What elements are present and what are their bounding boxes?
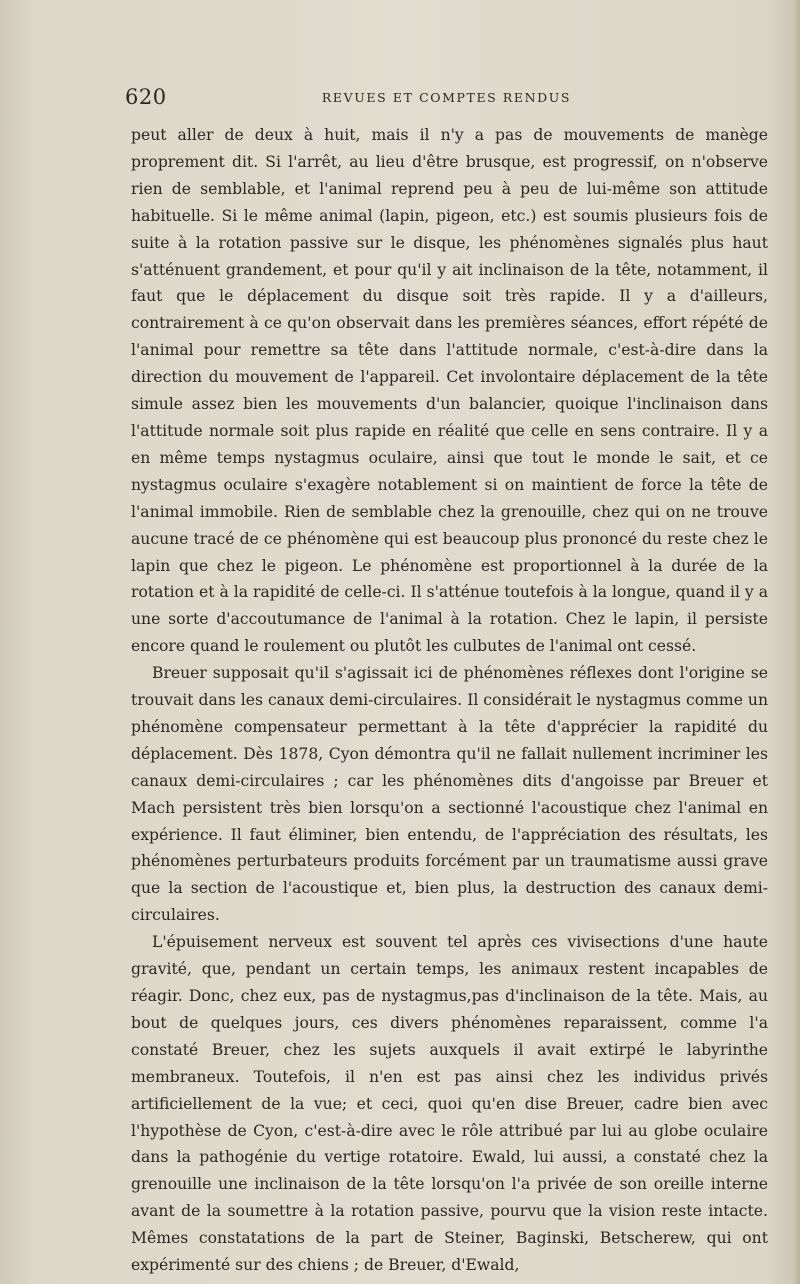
paragraph-1: peut aller de deux à huit, mais il n'y a pas de mouvements de manège proprement dit. Si l'arrêt, au lieu d'être brusque, est progressif, on n'observe rien de semblable, et l'animal reprend peu à peu de lui-même son attitude habituelle. Si le même animal (lapin, pigeon, etc.) est soumis plusieurs fois de suite à la rotation passive sur le disque, les phénomènes signalés plus haut s'atténuent grandement, et pour qu'il y ait inclinaison de la tête, notamment, il faut que le déplacement du disque soit très rapide. Il y a d'ailleurs, contrairement à ce qu'on observait dans les premières séances, effort répété de l'animal pour remettre sa tête dans l'attitude normale, c'est-à-dire dans la direction du mouvement de l'appareil. Cet involontaire déplacement de la tête simule assez bien les mouvements d'un balancier, quoique l'inclinaison dans l'attitude normale soit plus rapide en réalité que celle en sens contraire. Il y a en même temps nystagmus oculaire, ainsi que tout le monde le sait, et ce nystagmus oculaire s'exagère notablement si on maintient de force la tête de l'animal immobile. Rien de semblable chez la grenouille, chez qui on ne trouve aucune tracé de ce phénomène qui est beaucoup plus prononcé du reste chez le lapin que chez le pigeon. Le phénomène est proportionnel à la durée de la rotation et à la rapidité de celle-ci. Il s'atténue toutefois à la longue, quand il y a une sorte d'accoutumance de l'animal à la rotation. Chez le lapin, il persiste encore quand le roulement ou plutôt les culbutes de l'animal ont cessé. xyxy=(131,126,768,656)
running-title: REVUES ET COMPTES RENDUS xyxy=(321,90,572,105)
paragraph-3: L'épuisement nerveux est souvent tel après ces vivisections d'une haute gravité, que, pendant un certain temps, les animaux restent incapables de réagir. Donc, chez eux, pas de nystagmus,pas d'inclinaison de la tête. Mais, au bout de quelques jours, ces divers phénomènes reparaissent, comme l'a constaté Breuer, chez les sujets auxquels il avait extirpé le labyrinthe membraneux. Toutefois, il n'en est pas ainsi chez les individus privés artificiellement de la vue; et ceci, quoi qu'en dise Breuer, cadre bien avec l'hypothèse de Cyon, c'est-à-dire avec le rôle attribué par lui au globe oculaire dans la pathogénie du vertige rotatoire. Ewald, lui aussi, a constaté chez la grenouille une inclinaison de la tête lorsqu'on l'a privée de son oreille interne avant de la soumettre à la rotation passive, pourvu que la vision reste intacte. Mêmes constatations de la part de Steiner, Baginski, Betscherew, qui ont expérimenté sur des chiens ; de Breuer, d'Ewald, xyxy=(131,933,768,1275)
paragraph-2: Breuer supposait qu'il s'agissait ici de phénomènes réflexes dont l'origine se trouvait dans les canaux demi-circulaires. Il considérait le nystagmus comme un phénomène compensateur permettant à la tête d'apprécier la rapidité du déplacement. Dès 1878, Cyon démontra qu'il ne fallait nullement incriminer les canaux demi-circulaires ; car les phénomènes dits d'angoisse par Breuer et Mach persistent très bien lorsqu'on a sectionné l'acoustique chez l'animal en expérience. Il faut éliminer, bien entendu, de l'appréciation des résultats, les phénomènes perturbateurs produits forcément par un traumatisme aussi grave que la section de l'acoustique et, bien plus, la destruction des canaux demi-circulaires. xyxy=(131,664,768,925)
running-head xyxy=(125,85,768,115)
body-text xyxy=(131,122,768,1279)
page-number: 620 xyxy=(125,85,167,109)
page-edge xyxy=(794,0,800,1284)
